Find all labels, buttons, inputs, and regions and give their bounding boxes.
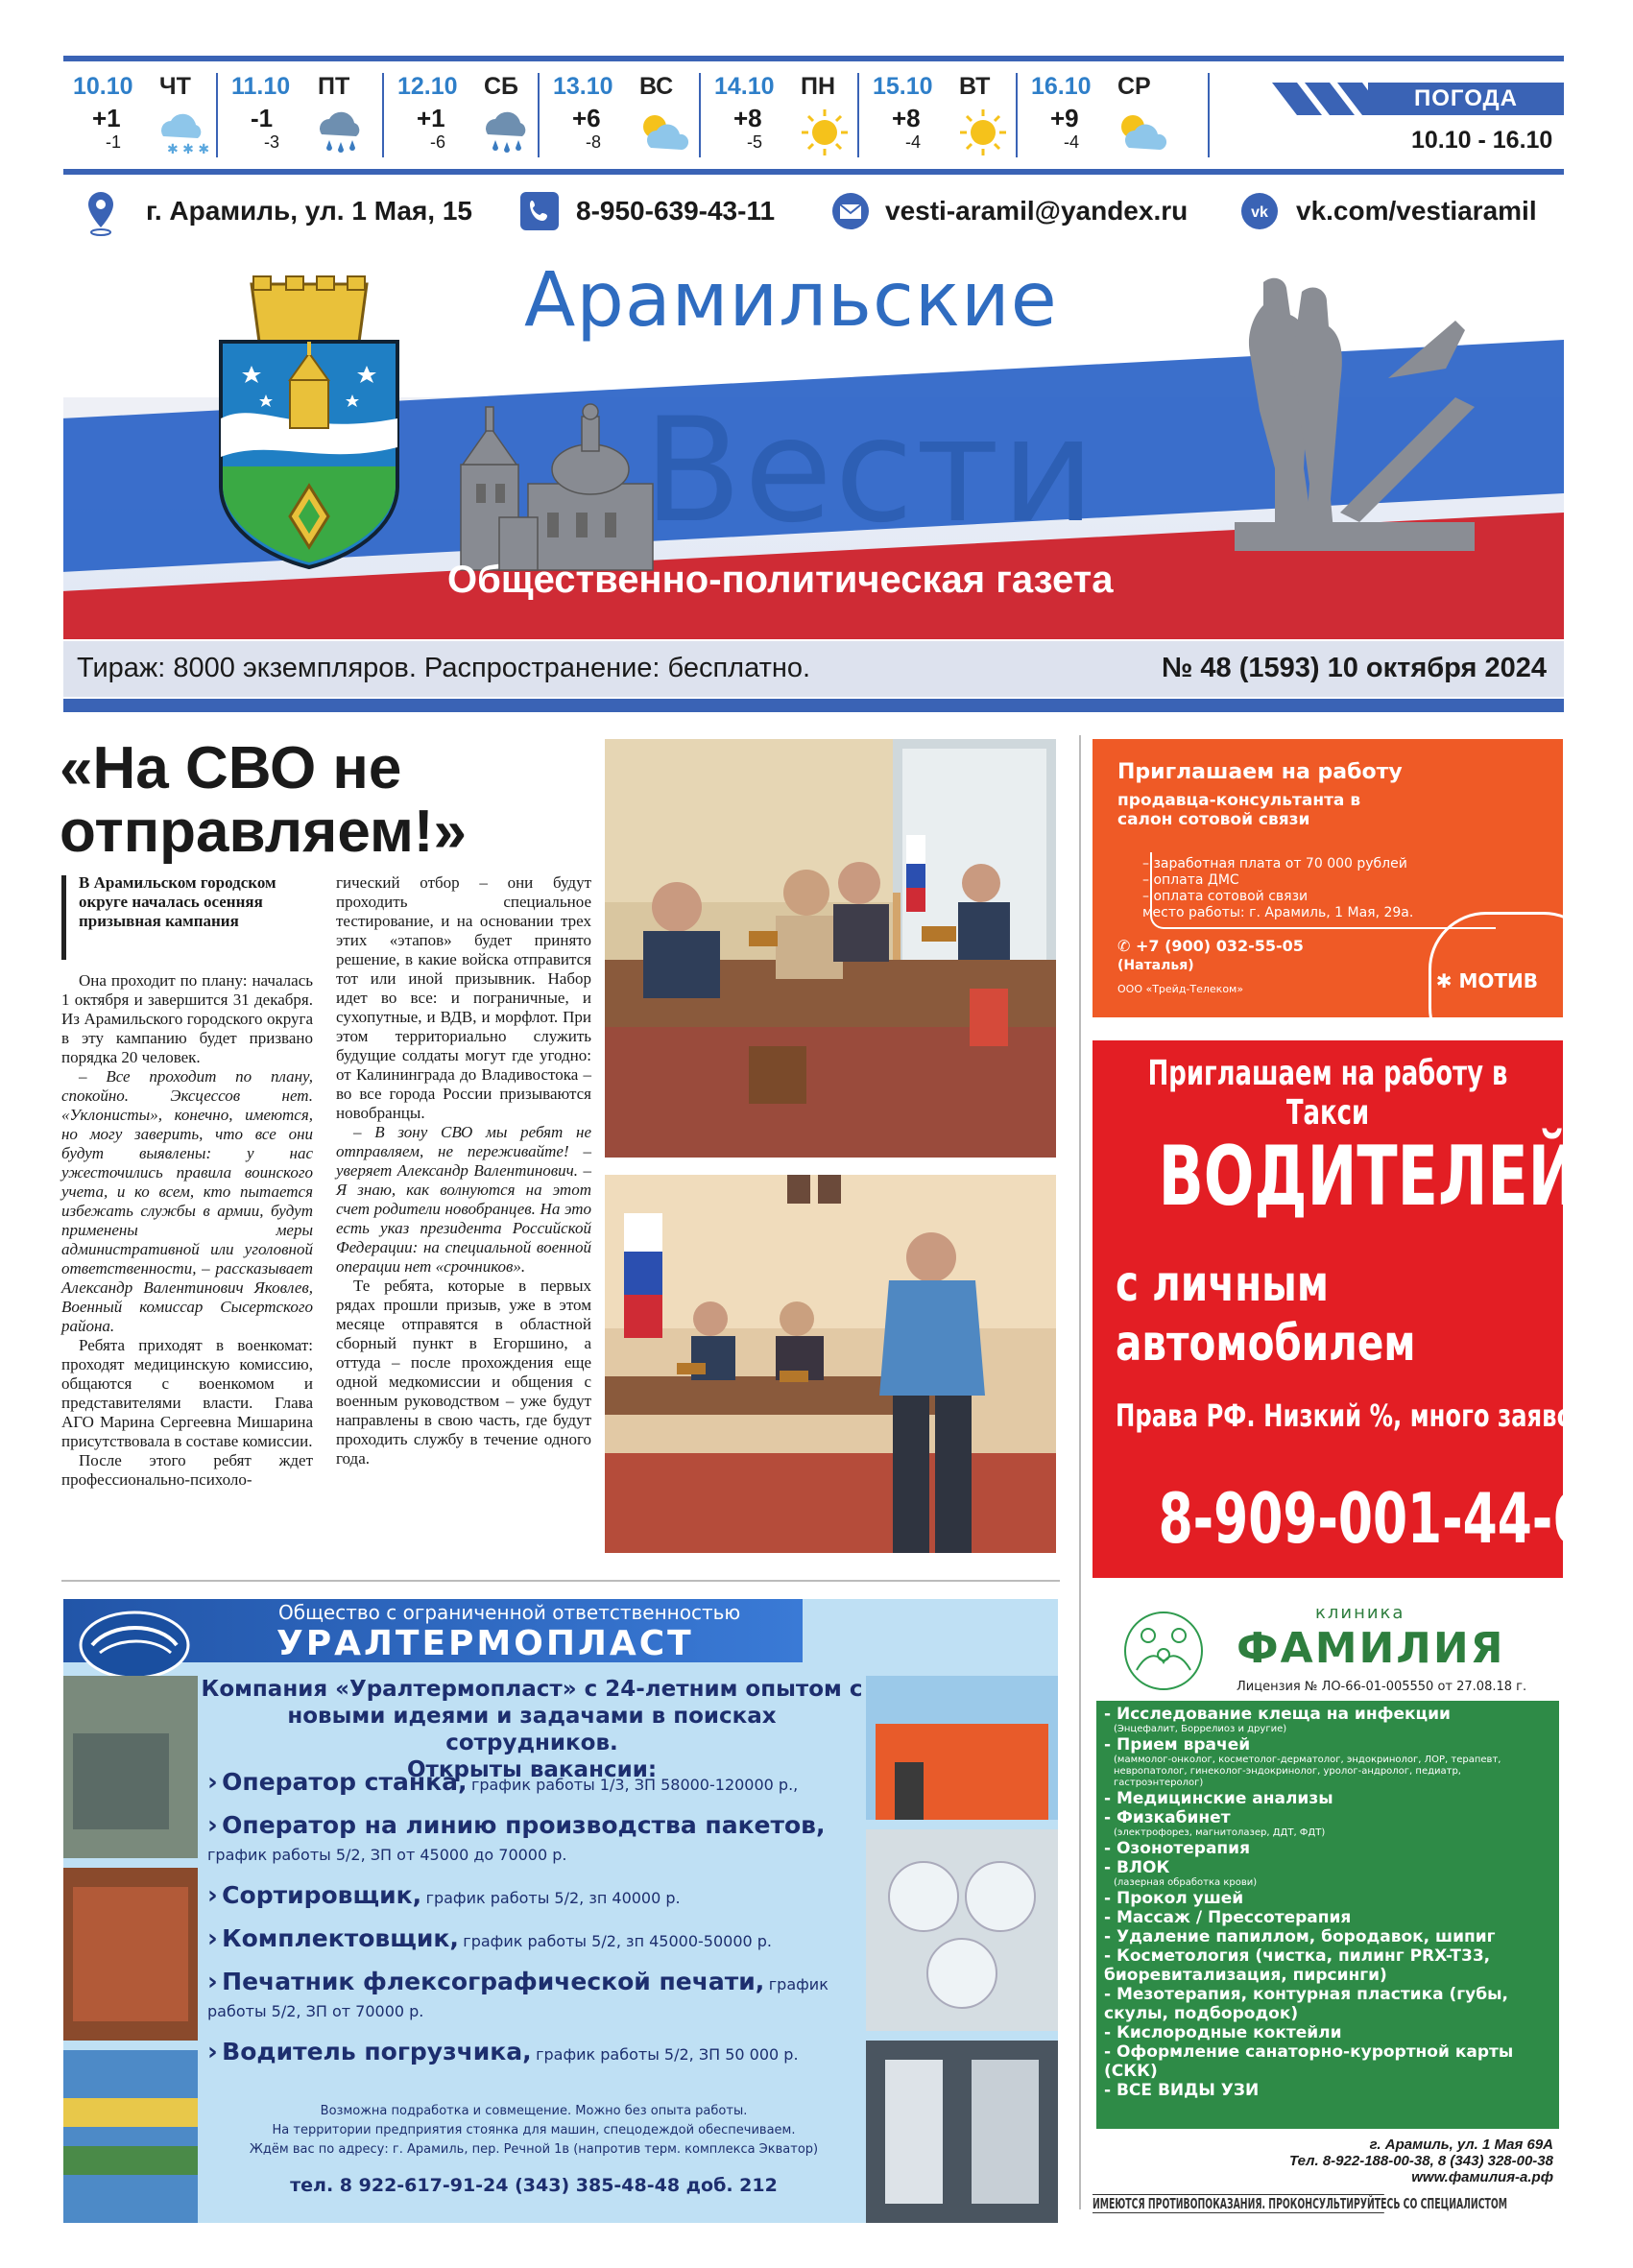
ad-taxi-line2: ВОДИТЕЛЕЙ <box>1158 1129 1578 1225</box>
age-rating: 16+ <box>79 330 128 362</box>
clinic-service-title: - Прокол ушей <box>1104 1889 1244 1908</box>
masthead <box>63 253 1564 639</box>
weather-weekday: СР <box>1117 73 1151 100</box>
ural-job-item <box>207 1881 870 1913</box>
chevron-right-icon: › <box>207 1881 218 1910</box>
article-column-2 <box>336 873 591 1468</box>
ad-motiv-phone: +7 (900) 032-55-05 <box>1135 937 1304 955</box>
issue-number: № 48 (1593) 10 октября 2024 <box>1162 653 1547 683</box>
ad-motiv-phone-row <box>1117 937 1304 955</box>
clinic-service-title: - Оформление санаторно-курортной карты (СКК) <box>1104 2042 1514 2081</box>
weather-top-rule <box>63 56 1564 61</box>
ural-intro: Компания «Уралтермопласт» с 24-летним опытом с новыми идеями и задачами в поисках сотрудников. Открыты вакансии: <box>201 1677 863 1782</box>
ural-job-details: график работы 5/2, зп 45000-50000 р. <box>463 1932 773 1950</box>
clinic-pre: клиника <box>1315 1603 1405 1623</box>
clinic-site: www.фамилия-а.рф <box>1411 2169 1553 2185</box>
clinic-service-item <box>1104 1889 1551 1908</box>
chevron-right-icon: › <box>207 1968 218 1996</box>
clinic-service-item <box>1104 1946 1551 1985</box>
ad-uraltermoplast <box>63 1599 1058 2223</box>
ural-job-title: Комплектовщик, <box>222 1924 459 1952</box>
clinic-service-item <box>1104 1985 1551 2023</box>
ural-phone: тел. 8 922-617-91-24 (343) 385-48-48 доб. 212 <box>290 2175 778 2196</box>
newspaper-subtitle: Общественно-политическая газета <box>447 559 1114 601</box>
column-divider-horizontal <box>61 1580 1060 1582</box>
ad-taxi-line5: Права РФ. Низкий %, много заявок <box>1116 1397 1589 1434</box>
clinic-license: Лицензия № ЛО-66-01-005550 от 27.08.18 г. <box>1237 1680 1527 1694</box>
weather-day-separator <box>1016 73 1018 157</box>
masthead-bottom-rule <box>63 699 1564 712</box>
clinic-address: г. Арамиль, ул. 1 Мая 69А <box>1369 2137 1553 2153</box>
article-paragraph: гический отбор – они будут проходить специальное тестирование, и на основании трех этих «этапов» будет принято решение, в какие войска отправится тот или иной призывник. Набор идет во все: и пограничные, и сухопутные, и ВДВ, и морфлот. При этом территориально служить будущие солдаты могут где угодно: от Калининграда до Владивостока – во все города России призываются новобранцы. <box>336 873 591 1122</box>
weather-temp-min: -4 <box>905 132 922 152</box>
chevron-right-icon: › <box>207 1768 218 1797</box>
weather-temp-max: +1 <box>92 104 121 132</box>
clinic-services <box>1096 1701 1559 2129</box>
clinic-service-item <box>1104 2042 1551 2081</box>
weather-label: ПОГОДА <box>1368 83 1564 115</box>
sun-cloud-icon <box>632 107 695 157</box>
ural-job-details: график работы 5/2, ЗП от 45000 до 70000 р. <box>207 1846 567 1864</box>
weather-weekday: СБ <box>484 73 519 100</box>
clinic-service-item <box>1104 1705 1551 1735</box>
ural-org: Общество с ограниченной ответственностью <box>278 1601 741 1624</box>
ural-job-title: Сортировщик, <box>222 1881 422 1909</box>
chevron-right-icon: › <box>207 1811 218 1840</box>
ural-jobs-list <box>207 1768 870 2081</box>
weather-date: 10.10 <box>73 73 133 100</box>
ad-taxi-phone: 8-909-001-44-69 <box>1158 1478 1622 1559</box>
clinic-warning: ИМЕЮТСЯ ПРОТИВОПОКАЗАНИЯ. ПРОКОНСУЛЬТИРУЙТЕСЬ СО СПЕЦИАЛИСТОМ <box>1093 2195 1508 2212</box>
ural-name: УРАЛТЕРМОПЛАСТ <box>276 1624 694 1663</box>
article-paragraph: Те ребята, которые в первых рядах прошли призыв, уже в этом месяце отправятся в областной сборный пункт в Егоршино, а оттуда – после прохождения еще одной медкомиссии и общения с военным руководством – уже будут направлены в свою часть, где будут проходить службу в течение одного года. <box>336 1277 591 1468</box>
weather-day <box>543 69 697 161</box>
clinic-contacts <box>1093 2137 1553 2185</box>
article-column-1 <box>61 971 313 1490</box>
weather-day <box>63 69 217 161</box>
clinic-service-title: - Массаж / Прессотерапия <box>1104 1908 1352 1927</box>
ad-motiv-brand: ✱ МОТИВ <box>1435 969 1538 992</box>
clinic-service-item <box>1104 2023 1551 2042</box>
weather-day <box>863 69 1017 161</box>
ad-motiv-bullets: – заработная плата от 70 000 рублей – оплата ДМС – оплата сотовой связи место работы: г. Арамиль, 1 Мая, 29а. <box>1142 856 1414 920</box>
weather-temp-max: -1 <box>251 104 274 132</box>
clinic-service-item <box>1104 1858 1551 1889</box>
article-paragraph: – Все проходит по плану, спокойно. Эксцессов нет. «Уклонисты», конечно, имеются, но могу заверить, что все они будут выявлены: у нас ужесточились правила воинского учета, и ко всем, кто пытается избежать службы в армии, будут применены меры административной или уголовной ответственности, – рассказывает Александр Валентинович Яковлев, Военный комиссар Сысертского района. <box>61 1067 313 1335</box>
clinic-service-title: - Мезотерапия, контурная пластика (губы, скулы, подбородок) <box>1104 1985 1508 2023</box>
weather-day-separator <box>216 73 218 157</box>
ad-taxi-line1: Приглашаем на работу в Такси <box>1147 1054 1508 1133</box>
phone-icon <box>520 192 559 230</box>
weather-weekday: ПТ <box>318 73 350 100</box>
weather-day-separator <box>382 73 384 157</box>
sun-icon <box>793 107 856 157</box>
family-logo-icon <box>1116 1609 1212 1693</box>
weather-temp-max: +1 <box>417 104 445 132</box>
vk-icon <box>1240 192 1279 230</box>
weather-temp-min: -4 <box>1064 132 1080 152</box>
clinic-service-title: - Прием врачей <box>1104 1735 1251 1755</box>
weather-weekday: ПН <box>801 73 836 100</box>
motiv-logo-icon: ✱ <box>1435 969 1459 992</box>
article-lead: В Арамильском городском округе началась осенняя призывная кампания <box>79 873 276 930</box>
weather-temp-min: -8 <box>586 132 602 152</box>
ural-job-details: график работы 5/2, зп 40000 р. <box>425 1889 681 1907</box>
newspaper-title-line1: Арамильские <box>524 257 1058 344</box>
clinic-service-item <box>1104 1927 1551 1946</box>
ad-motiv-subtitle: продавца-консультанта в салон сотовой связи <box>1117 791 1361 829</box>
weather-temp-min: -3 <box>264 132 280 152</box>
clinic-service-title: - Озонотерапия <box>1104 1839 1251 1858</box>
clinic-service-title: - ВЛОК <box>1104 1858 1170 1877</box>
article-paragraph: Она проходит по плану: началась 1 октября и завершится 31 декабря. Из Арамильского городского округа в эту кампанию будет призвано порядка 20 человек. <box>61 971 313 1066</box>
monument-illustration <box>1196 263 1484 561</box>
weather-day <box>705 69 858 161</box>
chevron-right-icon: › <box>207 1924 218 1953</box>
sun-cloud-icon <box>1110 107 1173 157</box>
ad-taxi-line3: с личным <box>1116 1255 1329 1313</box>
sun-icon <box>951 107 1015 157</box>
ural-job-item <box>207 1811 870 1870</box>
clinic-service-item <box>1104 1839 1551 1858</box>
weather-date: 12.10 <box>397 73 458 100</box>
weather-temp-min: -6 <box>430 132 446 152</box>
clinic-service-note: (маммолог-онколог, косметолог-дерматолог, эндокринолог, ЛОР, терапевт, невропатолог, гинеколог-эндокринолог, уролог-андролог, педиатр, гастроэнтеролог) <box>1114 1755 1501 1788</box>
clinic-service-title: - Исследование клеща на инфекции <box>1104 1705 1451 1724</box>
clinic-service-item <box>1104 1789 1551 1808</box>
weather-day <box>388 69 541 161</box>
uraltermoplast-logo-icon <box>77 1607 192 1683</box>
clinic-service-title: - Медицинские анализы <box>1104 1789 1333 1808</box>
svg-text:vk: vk <box>1251 204 1268 221</box>
weather-date: 11.10 <box>231 73 291 100</box>
clinic-service-note: (лазерная обработка крови) <box>1114 1877 1258 1888</box>
weather-temp-max: +6 <box>572 104 601 132</box>
whatsapp-icon: ✆ <box>1117 937 1136 955</box>
contact-email: vesti-aramil@yandex.ru <box>885 196 1189 226</box>
svg-text:✱ ✱ ✱: ✱ ✱ ✱ <box>167 142 210 157</box>
clinic-service-title: - Удаление папиллом, бородавок, шипиг <box>1104 1927 1496 1946</box>
weather-temp-min: -5 <box>747 132 763 152</box>
weather-weekday: ЧТ <box>159 73 191 100</box>
ural-notes: Возможна подработка и совмещение. Можно без опыта работы. На территории предприятия стоянка для машин, спецодеждой обеспечиваем. Ждём вас по адресу: г. Арамиль, пер. Речной 1в (напротив терм. комплекса Экватор) <box>249 2104 819 2157</box>
ural-job-item <box>207 1968 870 2026</box>
clinic-service-title: - Кислородные коктейли <box>1104 2023 1342 2042</box>
article-paragraph: Ребята приходят в военкомат: проходят медицинскую комиссию, общаются с военкомом и представителями власти. Глава АГО Марина Сергеевна Мишарина присутствовала в составе комиссии. <box>61 1336 313 1450</box>
weather-date: 16.10 <box>1031 73 1092 100</box>
ural-job-item <box>207 1768 870 1800</box>
clinic-service-item <box>1104 1908 1551 1927</box>
ural-left-photos <box>63 1676 198 2223</box>
weather-temp-max: +8 <box>733 104 762 132</box>
rain-cloud-icon <box>476 107 540 157</box>
email-icon <box>831 192 870 230</box>
ural-job-details: график работы 5/2, ЗП 50 000 р. <box>536 2045 799 2064</box>
location-pin-icon <box>88 192 113 236</box>
clinic-service-note: (Энцефалит, Боррелиоз и другие) <box>1114 1724 1287 1734</box>
circulation-text: Тираж: 8000 экземпляров. Распространение: бесплатно. <box>77 653 811 683</box>
ural-job-details: график работы 5/2, ЗП от 70000 р. <box>207 1975 829 2020</box>
contact-vk: vk.com/vestiaramil <box>1296 196 1537 226</box>
ad-taxi-drivers <box>1093 1040 1622 1578</box>
article-photo-commission <box>605 739 1056 1158</box>
clinic-service-title: - ВСЕ ВИДЫ УЗИ <box>1104 2081 1260 2100</box>
weather-weekday: ВТ <box>959 73 991 100</box>
ad-motiv-contact: (Наталья) <box>1117 958 1194 973</box>
clinic-service-item <box>1104 1735 1551 1789</box>
ural-job-item <box>207 2038 870 2069</box>
ural-job-title: Печатник флексографической печати, <box>222 1968 765 1995</box>
weather-day <box>222 69 375 161</box>
weather-weekday: ВС <box>639 73 674 100</box>
coat-of-arms-icon <box>213 275 405 572</box>
article-paragraph: После этого ребят ждет профессионально-психоло- <box>61 1451 313 1489</box>
ural-job-item <box>207 1924 870 1956</box>
ural-job-details: график работы 1/3, ЗП 58000-120000 р., <box>470 1776 799 1794</box>
weather-range: 10.10 - 16.10 <box>1411 127 1553 154</box>
ural-job-title: Оператор на линию производства пакетов, <box>222 1811 826 1839</box>
contact-address: г. Арамиль, ул. 1 Мая, 15 <box>146 196 472 226</box>
weather-day-separator <box>1208 73 1210 157</box>
ad-motiv-company: ООО «Трейд-Телеком» <box>1117 983 1244 995</box>
circulation-bar <box>63 641 1564 697</box>
ad-motiv-job <box>1093 739 1563 1017</box>
clinic-phones: Тел. 8-922-188-00-38, 8 (343) 328-00-38 <box>1289 2153 1553 2169</box>
clinic-service-title: - Физкабинет <box>1104 1808 1231 1827</box>
church-illustration <box>442 359 662 580</box>
weather-date: 13.10 <box>553 73 613 100</box>
clinic-name: ФАМИЛИЯ <box>1237 1624 1505 1673</box>
rain-cloud-icon <box>310 107 373 157</box>
clinic-service-note: (электрофорез, магнитолазер, ДДТ, ФДТ) <box>1114 1827 1326 1838</box>
article-headline: «На СВО не отправляем!» <box>60 735 468 865</box>
weather-bottom-rule <box>63 169 1564 175</box>
weather-temp-max: +9 <box>1050 104 1079 132</box>
ural-job-title: Водитель погрузчика, <box>222 2038 532 2065</box>
article-paragraph: – В зону СВО мы ребят не отправляем, не переживайте! – уверяет Александр Валентинович. – Я знаю, как волнуются на этот счет родители новобранцев. На это есть указ президента Российской Федерации: на специальной военной операции нет «срочников». <box>336 1123 591 1276</box>
weather-date: 14.10 <box>714 73 775 100</box>
weather-temp-min: -1 <box>106 132 122 152</box>
weather-day-separator <box>538 73 540 157</box>
article-photo-conscript <box>605 1175 1056 1553</box>
weather-day-separator <box>699 73 701 157</box>
snow-cloud-icon <box>152 107 215 157</box>
lead-accent-bar <box>61 875 66 960</box>
ural-job-title: Оператор станка, <box>222 1768 468 1796</box>
column-divider-vertical <box>1079 735 1081 2209</box>
clinic-service-item <box>1104 1808 1551 1839</box>
newspaper-title-line2: Вести <box>643 388 1097 555</box>
chevron-right-icon: › <box>207 2038 218 2066</box>
weather-temp-max: +8 <box>892 104 921 132</box>
weather-day-separator <box>857 73 859 157</box>
ad-clinic-familia <box>1093 1599 1563 2225</box>
clinic-service-item <box>1104 2081 1551 2100</box>
ural-right-photos <box>866 1676 1058 2223</box>
weather-stripes-decor <box>1272 83 1378 115</box>
weather-day <box>1021 69 1175 161</box>
weather-date: 15.10 <box>873 73 933 100</box>
contact-phone: 8-950-639-43-11 <box>576 196 776 226</box>
contacts-bar <box>63 188 1564 250</box>
clinic-service-title: - Косметология (чистка, пилинг PRX-T33, биоревитализация, пирсинги) <box>1104 1946 1491 1985</box>
ad-motiv-title: Приглашаем на работу <box>1117 760 1403 784</box>
ad-taxi-line4: автомобилем <box>1116 1315 1416 1373</box>
